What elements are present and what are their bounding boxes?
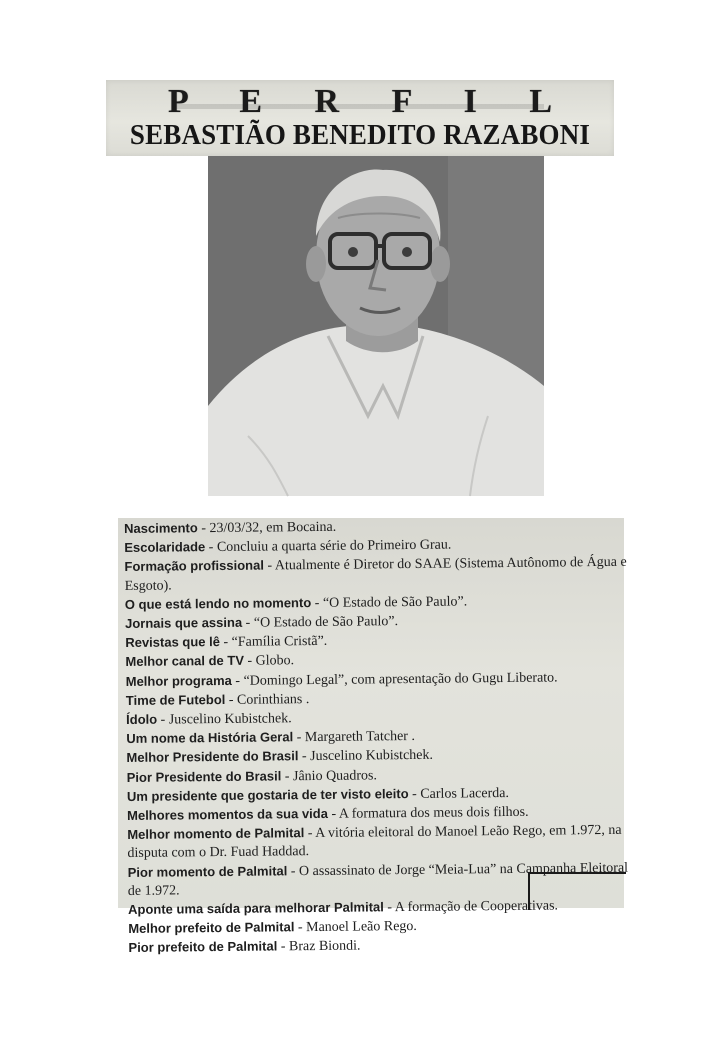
section-kicker: P E R F I L [167,83,575,120]
entry-key: Aponte uma saída para melhorar Palmital [128,899,384,918]
entry-key: Melhor canal de TV [125,653,245,670]
entry-value: “O Estado de São Paulo”. [253,614,399,631]
entry-value: “O Estado de São Paulo”. [322,594,468,611]
entry-key: Pior Presidente do Brasil [126,768,282,785]
entry-value: 23/03/32, em Bocaina. [209,519,337,537]
entry-value: de 1.972. [127,883,180,899]
entry-separator: - [287,863,300,879]
entry-separator: - [281,768,294,785]
entry-value: disputa com o Dr. Fuad Haddad. [127,844,310,862]
entry-value: Atualmente é Diretor do SAAE (Sistema Autônomo de Água e [274,555,627,574]
entry-separator: - [293,730,305,746]
entry-value: A formatura dos meus dois filhos. [338,804,529,822]
profile-clipping [118,518,629,956]
entry-separator: - [277,939,290,955]
entry-value: Concluiu a quarta série do Primeiro Grau. [216,537,452,556]
header-clipping [106,80,614,156]
entry-value: Jânio Quadros. [292,768,378,784]
entry-key: Melhor Presidente do Brasil [126,748,299,766]
entry-separator: - [225,692,238,708]
entry-value: Juscelino Kubistchek. [310,748,434,765]
entry-key: Pior momento de Palmital [127,862,288,880]
entry-key: Melhor momento de Palmital [127,825,305,843]
corner-box-border [528,872,626,910]
profile-name: SEBASTIÃO BENEDITO RAZABONI [129,119,591,151]
entry-separator: - [205,540,217,556]
entry-separator: - [327,806,339,822]
entry-key: Time de Futebol [125,691,226,708]
entry-separator: - [304,826,316,842]
entry-separator: - [383,900,395,916]
entry-value: Globo. [255,653,295,670]
entry-value: “Domingo Legal”, com apresentação do Gugu Liberato. [243,670,558,689]
entry-key: Melhores momentos da sua vida [127,805,329,824]
entry-value: O assassinato de Jorge “Meia-Lua” na Campanha Eleitoral [298,860,629,879]
entry-key: Revistas que lê [125,634,221,651]
entry-key: Melhor programa [125,672,232,689]
entry-separator: - [219,635,232,651]
entry-value: A vitória eleitoral do Manoel Leão Rego, em 1.972, na [315,823,622,842]
entry-value: Manoel Leão Rego. [306,919,417,936]
entry-separator: - [157,712,169,728]
entry-value: Carlos Lacerda. [420,785,510,802]
entry-key: Ídolo [126,711,158,728]
entry-separator: - [231,673,244,689]
portrait-photo [208,156,544,496]
entry-value: Corinthians . [236,691,310,708]
entry-value: A formação de Cooperativas. [394,898,559,916]
entry-value: Juscelino Kubistchek. [168,711,292,728]
entry-separator: - [311,595,323,611]
entry-value: Margareth Tatcher . [304,729,416,746]
portrait-illustration [208,156,544,496]
entry-separator: - [263,558,275,574]
entry-separator: - [408,786,421,802]
entry-key: O que está lendo no momento [124,594,312,612]
entry-key: Jornais que assina [125,614,243,632]
entry-separator: - [298,749,311,765]
entry-separator: - [197,521,210,537]
entry-key: Melhor prefeito de Palmital [128,919,295,937]
entry-separator: - [294,920,307,936]
entry-key: Pior prefeito de Palmital [128,938,278,956]
entry-key: Escolaridade [124,539,206,556]
entry-value: Braz Biondi. [288,939,361,955]
entry-key: Formação profissional [124,557,264,575]
entry-separator: - [242,615,254,631]
entry-value: Esgoto). [124,578,172,594]
entry-key: Um presidente que gostaria de ter visto eleito [126,785,409,804]
entry-key: Um nome da História Geral [126,729,294,747]
entry-key: Nascimento [124,520,198,536]
entry-separator: - [243,654,256,670]
entry-value: “Família Cristã”. [231,634,328,651]
